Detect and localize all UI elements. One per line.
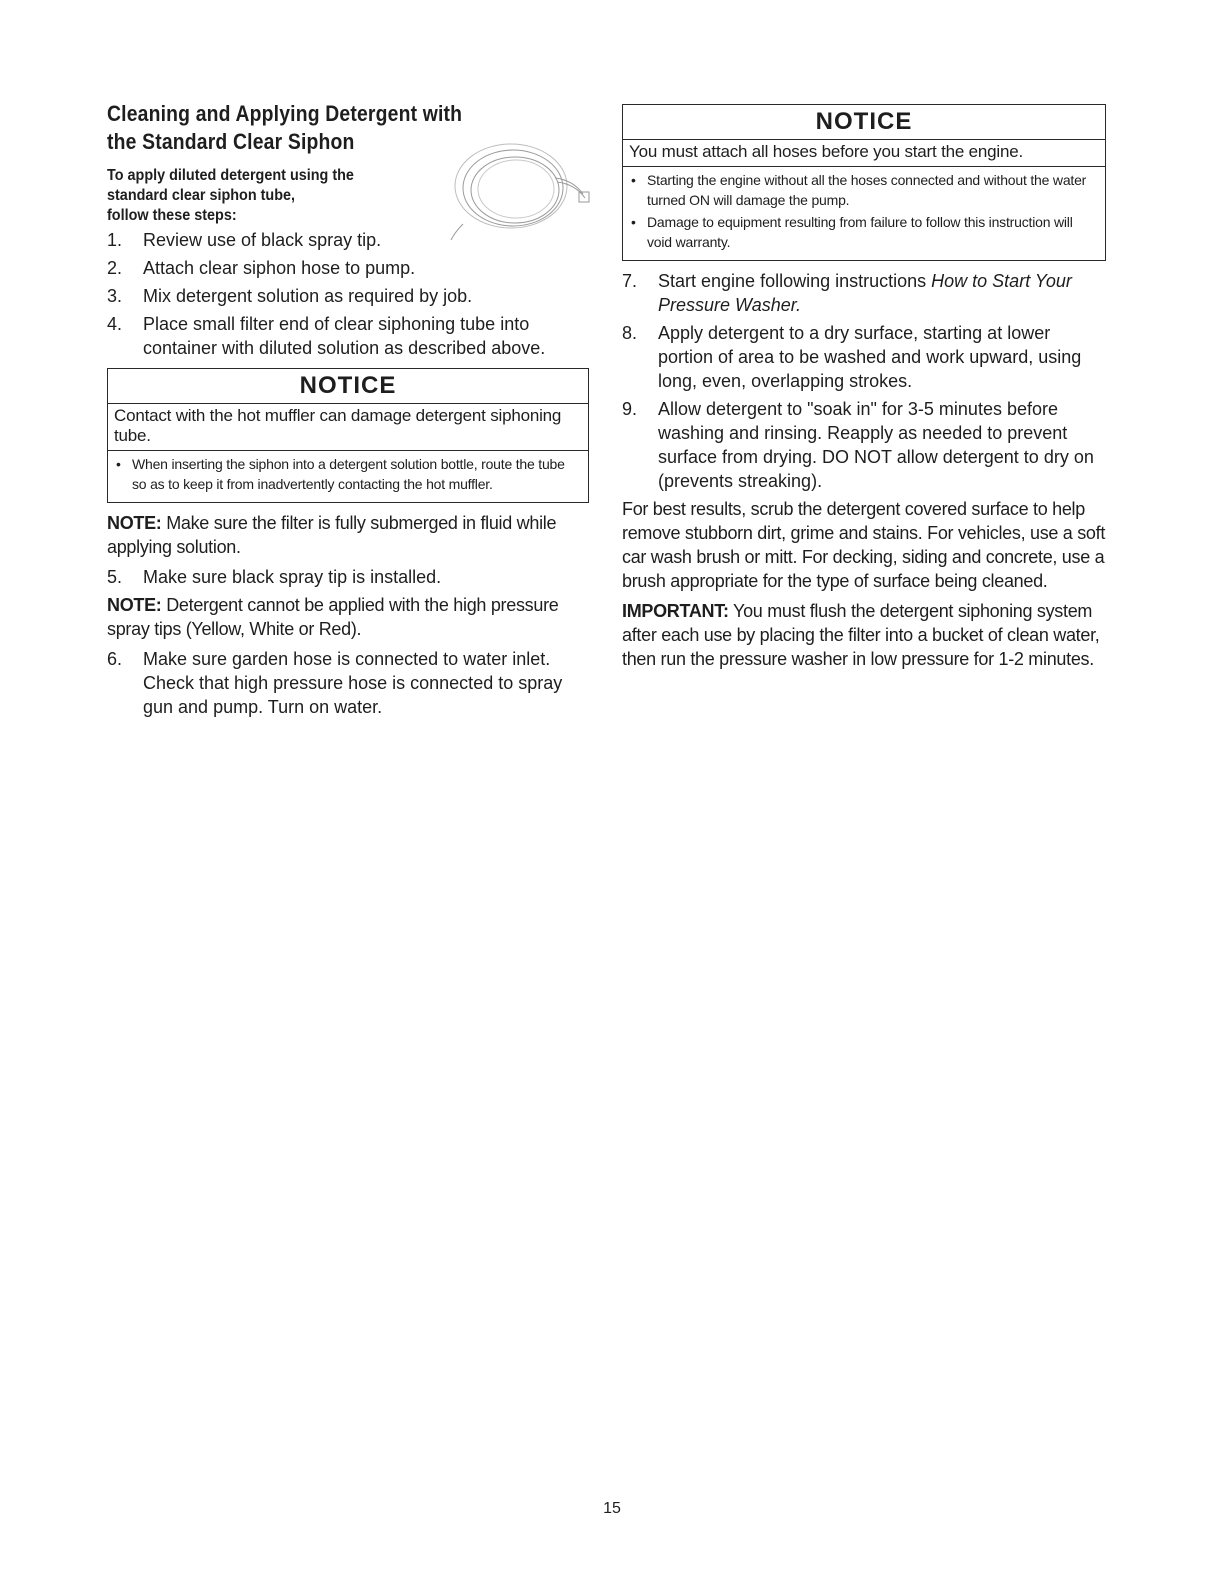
notice-bullet: • When inserting the siphon into a detergent solution bottle, route the tube so as to keep it from inadvertently contacting the hot muffler. xyxy=(114,454,582,494)
step-number: 6. xyxy=(107,649,123,669)
important-label: IMPORTANT: xyxy=(622,601,729,621)
step-item xyxy=(107,284,589,308)
note-text: Detergent cannot be applied with the high pressure spray tips (Yellow, White or Red). xyxy=(107,595,559,639)
intro-block xyxy=(107,166,589,228)
best-results-paragraph: For best results, scrub the detergent covered surface to help remove stubborn dirt, grime and stains. For vehicles, use a soft car wash brush or mitt. For decking, siding and concrete, use a brush appropriate for the type of surface being cleaned. xyxy=(622,499,1106,591)
step-text: Attach clear siphon hose to pump. xyxy=(143,258,416,278)
step-number: 3. xyxy=(107,286,123,306)
note-filter xyxy=(107,511,589,559)
step-text: Place small filter end of clear siphoning tube into container with diluted solution as described above. xyxy=(143,314,546,358)
note-label: NOTE: xyxy=(107,595,162,615)
notice-main-text: You must attach all hoses before you start the engine. xyxy=(623,140,1105,167)
intro-line-2: standard clear siphon tube, xyxy=(107,187,296,204)
step-text: Apply detergent to a dry surface, starting at lower portion of area to be washed and work upward, using long, even, overlapping strokes. xyxy=(658,323,1082,391)
step-item xyxy=(622,397,1106,493)
notice-title: NOTICE xyxy=(623,105,1105,140)
step-text: Make sure black spray tip is installed. xyxy=(143,567,442,587)
step-reference-title: How to Start Your Pressure Washer. xyxy=(658,271,1072,315)
step-item xyxy=(622,269,1106,317)
step-text: Mix detergent solution as required by job. xyxy=(143,286,473,306)
step-number: 4. xyxy=(107,314,123,334)
right-column xyxy=(622,100,1106,677)
step-number: 9. xyxy=(622,399,638,419)
step-number: 7. xyxy=(622,271,638,291)
notice-title: NOTICE xyxy=(108,369,588,404)
notice-bullets xyxy=(108,451,588,502)
intro-line-1: To apply diluted detergent using the xyxy=(107,167,354,184)
step-text: Start engine following instructions xyxy=(658,271,932,291)
left-column xyxy=(107,100,589,723)
step-item xyxy=(107,565,589,589)
notice-box-hoses xyxy=(622,104,1106,261)
step-item xyxy=(622,321,1106,393)
page-number: 15 xyxy=(603,1500,621,1517)
step-text: Review use of black spray tip. xyxy=(143,230,382,250)
step-item xyxy=(107,312,589,360)
steps-list-d xyxy=(622,269,1106,493)
heading-line-2: the Standard Clear Siphon xyxy=(107,129,355,154)
step-item xyxy=(107,647,589,719)
steps-list-b xyxy=(107,565,589,589)
step-number: 5. xyxy=(107,567,123,587)
heading-line-1: Cleaning and Applying Detergent with xyxy=(107,101,463,126)
notice-bullet: • Damage to equipment resulting from failure to follow this instruction will void warranty. xyxy=(629,212,1099,252)
step-number: 1. xyxy=(107,230,123,250)
steps-list-c xyxy=(107,647,589,719)
note-label: NOTE: xyxy=(107,513,162,533)
step-item xyxy=(107,256,589,280)
note-spray-tips xyxy=(107,593,589,641)
step-text: Make sure garden hose is connected to water inlet. Check that high pressure hose is connected to spray gun and pump. Turn on water. xyxy=(143,649,563,717)
note-text: Make sure the filter is fully submerged in fluid while applying solution. xyxy=(107,513,557,557)
notice-bullet: • Starting the engine without all the hoses connected and without the water turned ON will damage the pump. xyxy=(629,170,1099,210)
notice-box-muffler xyxy=(107,368,589,503)
step-number: 8. xyxy=(622,323,638,343)
step-item xyxy=(107,228,589,252)
notice-main-text: Contact with the hot muffler can damage detergent siphoning tube. xyxy=(108,404,588,451)
step-number: 2. xyxy=(107,258,123,278)
notice-bullets xyxy=(623,167,1105,260)
steps-list-a xyxy=(107,228,589,360)
step-text: Allow detergent to "soak in" for 3-5 minutes before washing and rinsing. Reapply as needed to prevent surface from drying. DO NOT allow detergent to dry on (prevents streaking). xyxy=(658,399,1094,491)
important-text: You must flush the detergent siphoning system after each use by placing the filter into a bucket of clean water, then run the pressure washer in low pressure for 1-2 minutes. xyxy=(622,601,1100,669)
important-paragraph xyxy=(622,599,1106,671)
intro-line-3: follow these steps: xyxy=(107,207,237,224)
